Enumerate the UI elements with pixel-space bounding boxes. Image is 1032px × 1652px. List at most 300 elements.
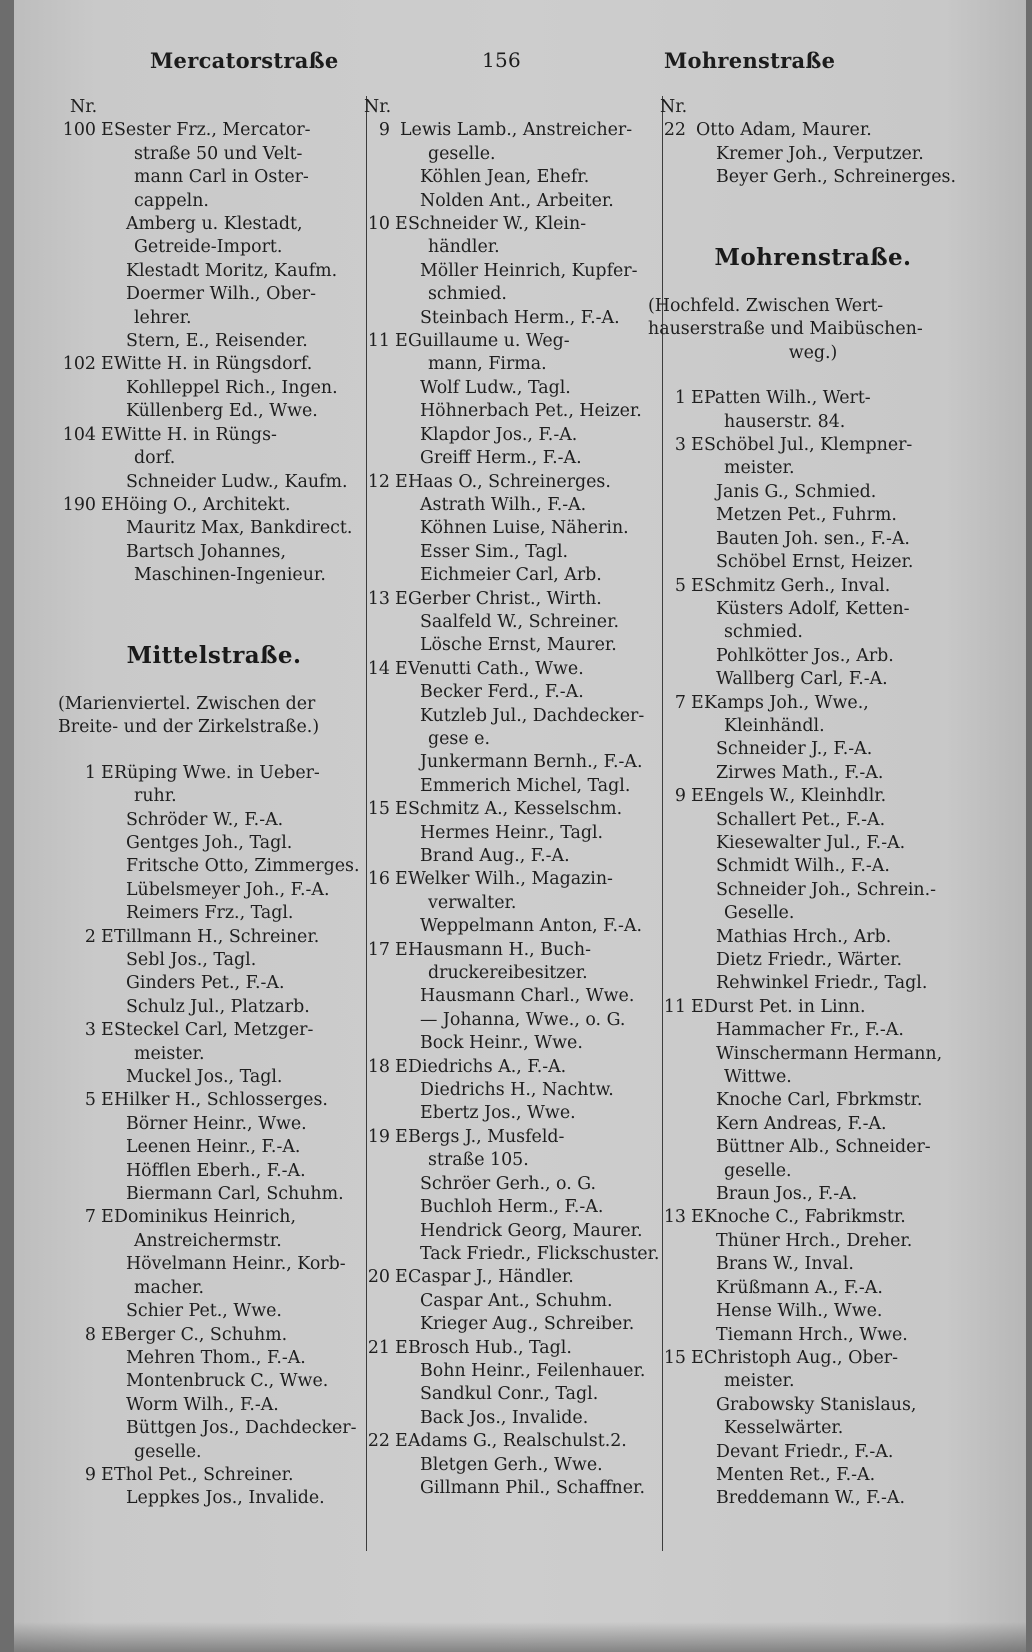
- entry-text: Mauritz Max, Bankdirect.: [126, 518, 353, 539]
- house-number: 11: [367, 331, 390, 352]
- nr-label: Nr.: [70, 97, 98, 117]
- house-entry: [58, 119, 370, 142]
- house-entry: [352, 330, 664, 353]
- resident-entry: [352, 962, 664, 985]
- resident-entry: [352, 1102, 664, 1125]
- entry-text: macher.: [134, 1277, 205, 1298]
- entry-text: Höing O., Architekt.: [114, 494, 291, 515]
- entry-text: Lübelsmeyer Joh., F.-A.: [126, 879, 330, 900]
- entry-text: Junkermann Bernh., F.-A.: [420, 752, 643, 773]
- resident-entry: [352, 424, 664, 447]
- resident-entry: [58, 996, 370, 1019]
- house-entry: [58, 762, 370, 785]
- entry-text: Schöbel Jul., Klempner-: [704, 435, 913, 456]
- resident-entry: [648, 1417, 978, 1440]
- resident-entry: [352, 915, 664, 938]
- street-description: [58, 693, 370, 740]
- house-number: 5: [674, 575, 686, 596]
- owner-marker: E: [691, 692, 704, 713]
- entry-text: Kutzleb Jul., Dachdecker-: [420, 705, 645, 726]
- entry-text: Esser Sim., Tagl.: [420, 541, 569, 562]
- entry-text: Dietz Friedr., Wärter.: [716, 950, 903, 970]
- house-number: 12: [367, 471, 390, 492]
- resident-entry: [352, 377, 664, 400]
- entry-text: Kern Andreas, F.-A.: [716, 1113, 887, 1134]
- entry-text: Adams G., Realschulst.2.: [408, 1431, 627, 1452]
- entry-text: Reimers Frz., Tagl.: [126, 903, 294, 924]
- resident-entry: [352, 1196, 664, 1219]
- owner-marker: E: [395, 588, 408, 609]
- resident-entry: [648, 1230, 978, 1253]
- house-number: 17: [367, 939, 390, 960]
- resident-entry: [352, 1407, 664, 1430]
- resident-entry: [648, 1441, 978, 1464]
- owner-marker: E: [101, 424, 114, 445]
- entry-text: Gillmann Phil., Schaffner.: [420, 1477, 645, 1498]
- column-1: [58, 96, 370, 1511]
- entry-text: Bohn Heinr., Feilenhauer.: [420, 1360, 646, 1381]
- entry-list: [648, 387, 978, 1511]
- resident-entry: [352, 307, 664, 330]
- entry-text: Fritsche Otto, Zimmerges.: [126, 856, 360, 877]
- entry-text: Mathias Hrch., Arb.: [716, 926, 892, 947]
- resident-entry: [648, 738, 978, 761]
- resident-entry: [648, 926, 978, 949]
- owner-marker: E: [395, 1337, 408, 1358]
- resident-entry: [58, 1043, 370, 1066]
- resident-entry: [352, 845, 664, 868]
- house-entry: [352, 119, 664, 142]
- running-head-left: Mercatorstraße: [150, 48, 339, 73]
- entry-text: Börner Heinr., Wwe.: [126, 1113, 307, 1134]
- owner-marker: E: [395, 658, 408, 679]
- resident-entry: [58, 972, 370, 995]
- owner-marker: E: [101, 762, 114, 783]
- house-entry: [352, 939, 664, 962]
- entry-text: ruhr.: [134, 786, 177, 807]
- resident-entry: [58, 377, 370, 400]
- entry-text: Hövelmann Heinr., Korb-: [126, 1254, 346, 1275]
- entry-text: Wallberg Carl, F.-A.: [716, 669, 888, 690]
- house-entry: [352, 1430, 664, 1453]
- resident-entry: [58, 1417, 370, 1440]
- entry-text: druckereibesitzer.: [428, 963, 588, 984]
- entry-text: Schöbel Ernst, Heizer.: [716, 552, 914, 573]
- entry-text: Saalfeld W., Schreiner.: [420, 611, 620, 632]
- house-entry: [58, 1089, 370, 1112]
- entry-list: [648, 119, 978, 189]
- house-number: 22: [663, 120, 686, 141]
- resident-entry: [58, 1066, 370, 1089]
- resident-entry: [58, 190, 370, 213]
- resident-entry: [352, 353, 664, 376]
- resident-entry: [648, 1300, 978, 1323]
- page-number: 156: [482, 48, 522, 72]
- house-entry: [648, 692, 978, 715]
- entry-text: Gentges Joh., Tagl.: [126, 832, 293, 853]
- entry-text: schmied.: [724, 622, 803, 643]
- entry-text: straße 105.: [428, 1150, 529, 1171]
- resident-entry: [352, 166, 664, 189]
- house-number: 9: [84, 1464, 96, 1485]
- entry-text: Stern, E., Reisender.: [126, 331, 308, 352]
- owner-marker: E: [691, 996, 704, 1017]
- resident-entry: [648, 762, 978, 785]
- resident-entry: [648, 949, 978, 972]
- column-3: [648, 96, 978, 1511]
- entry-text: Schier Pet., Wwe.: [126, 1301, 282, 1322]
- resident-entry: [352, 985, 664, 1008]
- house-entry: [352, 868, 664, 891]
- house-number: 9: [674, 786, 686, 807]
- entry-text: Menten Ret., F.-A.: [716, 1464, 876, 1485]
- resident-entry: [352, 611, 664, 634]
- entry-text: Schröder W., F.-A.: [126, 809, 284, 830]
- entry-text: Anstreichermstr.: [134, 1230, 282, 1251]
- resident-entry: [58, 236, 370, 259]
- resident-entry: [648, 528, 978, 551]
- entry-text: Nolden Ant., Arbeiter.: [420, 190, 614, 211]
- owner-marker: E: [395, 869, 408, 890]
- entry-text: Hense Wilh., Wwe.: [716, 1301, 883, 1322]
- resident-entry: [58, 1113, 370, 1136]
- owner-marker: E: [395, 331, 408, 352]
- entry-text: Thol Pet., Schreiner.: [114, 1464, 294, 1485]
- entry-text: Schneider J., F.-A.: [716, 739, 873, 760]
- entry-text: Braun Jos., F.-A.: [716, 1184, 858, 1205]
- house-entry: [352, 1337, 664, 1360]
- house-number: 13: [663, 1207, 686, 1228]
- resident-entry: [352, 1477, 664, 1500]
- entry-text: Weppelmann Anton, F.-A.: [420, 916, 642, 937]
- resident-entry: [648, 598, 978, 621]
- resident-entry: [58, 809, 370, 832]
- resident-entry: [58, 949, 370, 972]
- entry-text: Möller Heinrich, Kupfer-: [420, 260, 638, 281]
- entry-text: Patten Wilh., Wert-: [704, 388, 871, 409]
- resident-entry: [648, 1464, 978, 1487]
- owner-marker: E: [395, 799, 408, 820]
- entry-text: hauserstr. 84.: [724, 411, 846, 432]
- house-entry: [352, 1126, 664, 1149]
- resident-entry: [352, 1290, 664, 1313]
- resident-entry: [58, 283, 370, 306]
- resident-entry: [648, 411, 978, 434]
- entry-text: Kleinhändl.: [724, 715, 825, 736]
- entry-text: Schmitz A., Kesselschm.: [408, 799, 623, 820]
- resident-entry: [58, 1370, 370, 1393]
- entry-text: Kohlleppel Rich., Ingen.: [126, 377, 338, 398]
- entry-text: Knoche C., Fabrikmstr.: [704, 1207, 906, 1228]
- resident-entry: [648, 1487, 978, 1510]
- resident-entry: [352, 728, 664, 751]
- resident-entry: [352, 892, 664, 915]
- running-head-right: Mohrenstraße: [664, 48, 836, 73]
- resident-entry: [648, 972, 978, 995]
- house-entry: [352, 798, 664, 821]
- entry-text: Krieger Aug., Schreiber.: [420, 1314, 635, 1335]
- entry-list: [58, 119, 370, 587]
- entry-text: Eichmeier Carl, Arb.: [420, 565, 602, 586]
- resident-entry: [58, 307, 370, 330]
- entry-text: Bartsch Johannes,: [126, 541, 286, 562]
- house-entry: [58, 353, 370, 376]
- resident-entry: [352, 1009, 664, 1032]
- entry-text: Hermes Heinr., Tagl.: [420, 822, 604, 843]
- resident-entry: [648, 645, 978, 668]
- entry-text: Küllenberg Ed., Wwe.: [126, 401, 318, 422]
- house-entry: [58, 494, 370, 517]
- resident-entry: [352, 1173, 664, 1196]
- entry-text: Christoph Aug., Ober-: [704, 1347, 898, 1368]
- entry-text: Back Jos., Invalide.: [420, 1407, 589, 1428]
- entry-text: Astrath Wilh., F.-A.: [420, 494, 587, 515]
- entry-text: Ebertz Jos., Wwe.: [420, 1103, 576, 1124]
- entry-text: Köhlen Jean, Ehefr.: [420, 167, 590, 188]
- street-heading: Mohrenstraße.: [714, 243, 912, 271]
- owner-marker: E: [395, 214, 408, 235]
- resident-entry: [58, 213, 370, 236]
- resident-entry: [648, 551, 978, 574]
- owner-marker: E: [101, 1020, 114, 1041]
- nr-label: Nr.: [660, 97, 688, 117]
- entry-text: dorf.: [134, 448, 176, 469]
- entry-text: Berger C., Schuhm.: [114, 1324, 288, 1345]
- resident-entry: [58, 564, 370, 587]
- entry-text: Schmidt Wilh., F.-A.: [716, 856, 890, 877]
- owner-marker: E: [101, 354, 114, 375]
- entry-text: Hilker H., Schlosserges.: [114, 1090, 328, 1111]
- entry-text: schmied.: [428, 284, 507, 305]
- entry-text: Worm Wilh., F.-A.: [126, 1394, 279, 1415]
- owner-marker: E: [395, 1431, 408, 1452]
- resident-entry: [352, 1313, 664, 1336]
- owner-marker: E: [691, 575, 704, 596]
- house-entry: [58, 1464, 370, 1487]
- resident-entry: [352, 517, 664, 540]
- entry-text: Venutti Cath., Wwe.: [408, 658, 584, 679]
- resident-entry: [648, 504, 978, 527]
- resident-entry: [352, 775, 664, 798]
- entry-list: [58, 762, 370, 1511]
- entry-text: Hausmann Charl., Wwe.: [420, 986, 635, 1007]
- house-entry: [648, 1206, 978, 1229]
- entry-text: Breddemann W., F.-A.: [716, 1488, 905, 1509]
- entry-text: Höfflen Eberh., F.-A.: [126, 1160, 306, 1181]
- entry-text: Caspar Ant., Schuhm.: [420, 1290, 613, 1311]
- entry-text: Brand Aug., F.-A.: [420, 846, 570, 866]
- resident-entry: [58, 1277, 370, 1300]
- resident-entry: [352, 260, 664, 283]
- resident-entry: [352, 283, 664, 306]
- owner-marker: E: [101, 1090, 114, 1111]
- entry-text: Thüner Hrch., Dreher.: [716, 1230, 913, 1251]
- resident-entry: [648, 1066, 978, 1089]
- resident-entry: [58, 1230, 370, 1253]
- entry-text: Kiesewalter Jul., F.-A.: [716, 832, 906, 853]
- resident-entry: [648, 1043, 978, 1066]
- entry-text: Montenbruck C., Wwe.: [126, 1371, 329, 1392]
- entry-text: Schmitz Gerh., Inval.: [704, 575, 891, 596]
- entry-text: Bock Heinr., Wwe.: [420, 1033, 583, 1054]
- resident-entry: [352, 564, 664, 587]
- resident-entry: [58, 1253, 370, 1276]
- resident-entry: [648, 855, 978, 878]
- entry-text: Kesselwärter.: [724, 1418, 844, 1439]
- resident-entry: [58, 1441, 370, 1464]
- resident-entry: [352, 541, 664, 564]
- entry-text: Klestadt Moritz, Kaufm.: [126, 260, 338, 281]
- resident-entry: [352, 143, 664, 166]
- entry-text: Buchloh Herm., F.-A.: [420, 1197, 604, 1218]
- owner-marker: E: [691, 1347, 704, 1368]
- resident-entry: [352, 705, 664, 728]
- resident-entry: [352, 822, 664, 845]
- entry-text: Greiff Herm., F.-A.: [420, 448, 582, 469]
- entry-text: Leppkes Jos., Invalide.: [126, 1488, 325, 1509]
- resident-entry: [352, 681, 664, 704]
- house-entry: [648, 575, 978, 598]
- entry-text: Wolf Ludw., Tagl.: [420, 377, 571, 398]
- entry-text: Küsters Adolf, Ketten-: [716, 598, 910, 619]
- resident-entry: [648, 902, 978, 925]
- house-number: 1: [84, 762, 96, 783]
- house-number: 15: [663, 1347, 686, 1368]
- entry-text: Tillmann H., Schreiner.: [114, 926, 320, 947]
- entry-text: Rehwinkel Friedr., Tagl.: [716, 973, 928, 994]
- resident-entry: [352, 751, 664, 774]
- entry-text: Engels W., Kleinhdlr.: [704, 786, 887, 807]
- entry-text: Schneider W., Klein-: [408, 214, 587, 235]
- entry-text: Ginders Pet., F.-A.: [126, 973, 285, 994]
- entry-text: händler.: [428, 237, 500, 258]
- entry-text: Bletgen Gerh., Wwe.: [420, 1454, 603, 1475]
- resident-entry: [58, 143, 370, 166]
- entry-text: Steinbach Herm., F.-A.: [420, 307, 620, 328]
- entry-text: Leenen Heinr., F.-A.: [126, 1137, 301, 1158]
- entry-text: Durst Pet. in Linn.: [704, 996, 866, 1017]
- owner-marker: E: [691, 435, 704, 456]
- street-description: [648, 295, 978, 365]
- resident-entry: [648, 1019, 978, 1042]
- resident-entry: [648, 809, 978, 832]
- resident-entry: [648, 668, 978, 691]
- house-entry: [648, 387, 978, 410]
- house-entry: [648, 785, 978, 808]
- entry-text: Dominikus Heinrich,: [114, 1207, 296, 1228]
- entry-text: Witte H. in Rüngs-: [114, 424, 277, 445]
- entry-text: Schneider Joh., Schrein.-: [716, 879, 937, 900]
- entry-text: Geselle.: [724, 903, 795, 924]
- entry-text: Tiemann Hrch., Wwe.: [716, 1324, 908, 1345]
- resident-entry: [648, 1113, 978, 1136]
- owner-marker: E: [101, 1207, 114, 1228]
- resident-entry: [648, 715, 978, 738]
- house-number: 18: [367, 1056, 390, 1077]
- owner-marker: E: [101, 1324, 114, 1345]
- entry-text: gese e.: [428, 728, 490, 749]
- house-entry: [352, 658, 664, 681]
- resident-entry: [648, 166, 978, 189]
- entry-text: Guillaume u. Weg-: [408, 331, 570, 352]
- resident-entry: [648, 879, 978, 902]
- house-number: 10: [367, 214, 390, 235]
- house-entry: [352, 1266, 664, 1289]
- entry-text: Wittwe.: [724, 1067, 792, 1088]
- entry-text: Witte H. in Rüngsdorf.: [114, 354, 313, 375]
- resident-entry: [648, 457, 978, 480]
- resident-entry: [58, 855, 370, 878]
- house-entry: [58, 926, 370, 949]
- house-number: 14: [367, 658, 390, 679]
- resident-entry: [648, 1370, 978, 1393]
- resident-entry: [648, 1253, 978, 1276]
- entry-text: Bergs J., Musfeld-: [408, 1126, 565, 1147]
- resident-entry: [352, 634, 664, 657]
- house-number: 16: [367, 869, 390, 890]
- resident-entry: [58, 1160, 370, 1183]
- entry-text: Devant Friedr., F.-A.: [716, 1441, 894, 1462]
- house-number: 2: [84, 926, 96, 947]
- owner-marker: E: [395, 471, 408, 492]
- owner-marker: E: [691, 1207, 704, 1228]
- house-number: 1: [674, 388, 686, 409]
- resident-entry: [58, 785, 370, 808]
- entry-text: meister.: [724, 458, 795, 479]
- house-entry: [648, 1347, 978, 1370]
- house-number: 21: [367, 1337, 390, 1358]
- resident-entry: [58, 1136, 370, 1159]
- entry-text: Getreide-Import.: [134, 237, 283, 258]
- entry-text: Diedrichs A., F.-A.: [408, 1056, 567, 1077]
- house-number: 11: [663, 996, 686, 1017]
- owner-marker: E: [101, 1464, 114, 1485]
- house-number: 7: [674, 692, 686, 713]
- page-shadow: [14, 1622, 1026, 1652]
- entry-text: Bauten Joh. sen., F.-A.: [716, 528, 910, 549]
- entry-text: meister.: [134, 1043, 205, 1064]
- entry-text: Amberg u. Klestadt,: [126, 214, 303, 235]
- entry-text: Mehren Thom., F.-A.: [126, 1347, 306, 1368]
- resident-entry: [352, 447, 664, 470]
- entry-text: Hammacher Fr., F.-A.: [716, 1020, 904, 1041]
- entry-text: Köhnen Luise, Näherin.: [420, 518, 629, 539]
- house-entry: [648, 996, 978, 1019]
- entry-text: Haas O., Schreinerges.: [408, 471, 611, 492]
- resident-entry: [352, 1454, 664, 1477]
- house-entry: [58, 1019, 370, 1042]
- resident-entry: [58, 517, 370, 540]
- entry-text: Muckel Jos., Tagl.: [126, 1067, 283, 1088]
- entry-text: Kamps Joh., Wwe.,: [704, 692, 869, 713]
- entry-text: Pohlkötter Jos., Arb.: [716, 645, 894, 666]
- entry-text: Knoche Carl, Fbrkmstr.: [716, 1090, 923, 1111]
- resident-entry: [58, 166, 370, 189]
- resident-entry: [648, 1136, 978, 1159]
- resident-entry: [58, 471, 370, 494]
- house-entry: [58, 1206, 370, 1229]
- resident-entry: [352, 236, 664, 259]
- entry-text: Sester Frz., Mercator-: [114, 120, 311, 141]
- entry-text: Schallert Pet., F.-A.: [716, 809, 886, 830]
- entry-text: Metzen Pet., Fuhrm.: [716, 505, 897, 526]
- resident-entry: [58, 1487, 370, 1510]
- street-description-line: weg.): [788, 342, 838, 363]
- entry-text: Lösche Ernst, Maurer.: [420, 635, 617, 656]
- entry-text: Steckel Carl, Metzger-: [114, 1020, 314, 1041]
- house-number: 22: [367, 1431, 390, 1452]
- entry-text: verwalter.: [428, 892, 517, 913]
